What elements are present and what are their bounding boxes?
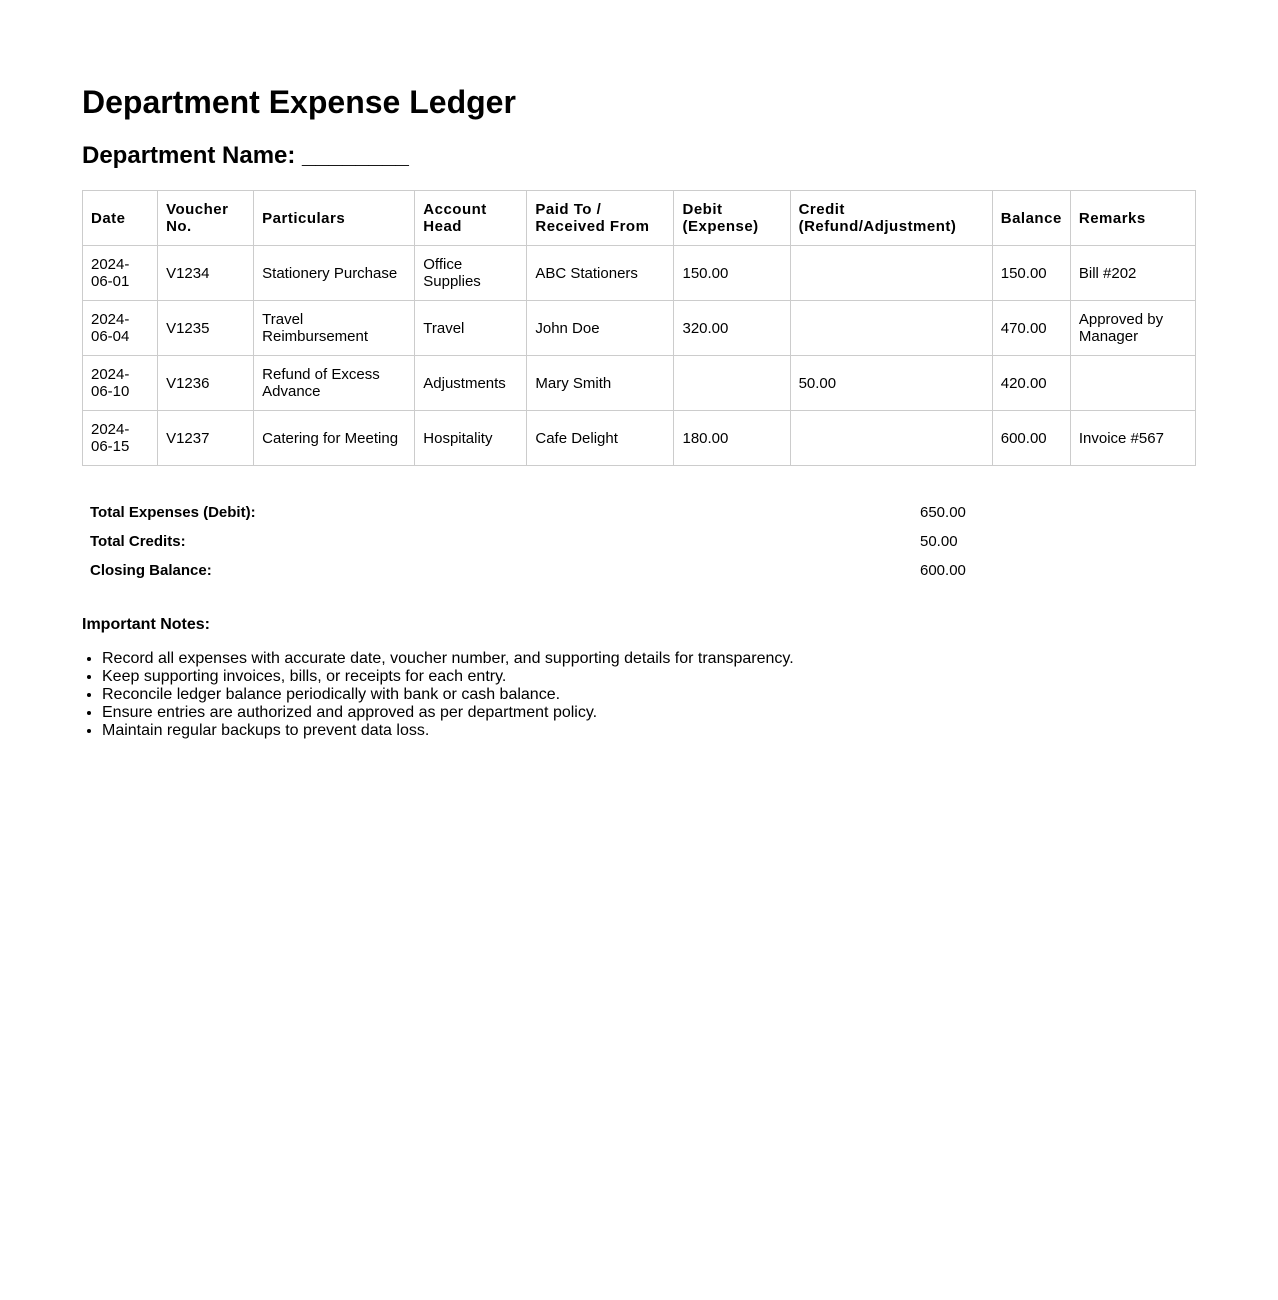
list-item: • Reconcile ledger balance periodically with bank or cash balance.: [102, 686, 794, 704]
cell-debit: 320.00: [674, 301, 790, 356]
cell-paid-to: ABC Stationers: [527, 246, 674, 301]
cell-debit: 180.00: [674, 411, 790, 466]
cell-credit: [790, 246, 992, 301]
column-header-credit: Credit (Refund/Adjustment): [790, 191, 992, 246]
cell-voucher: V1237: [158, 411, 254, 466]
cell-credit: [790, 411, 992, 466]
cell-credit: [790, 301, 992, 356]
table-row: [83, 246, 1196, 301]
total-expenses-value: 650.00: [920, 504, 966, 521]
cell-date: 2024-06-04: [83, 301, 158, 356]
totals-table: [82, 498, 1048, 585]
ledger-header-row: [83, 191, 1196, 246]
cell-account-head: Adjustments: [415, 356, 527, 411]
list-item: • Ensure entries are authorized and approved as per department policy.: [102, 704, 794, 722]
closing-balance-value: 600.00: [920, 562, 966, 579]
closing-balance-label: Closing Balance:: [90, 562, 212, 579]
column-header-voucher: Voucher No.: [158, 191, 254, 246]
cell-credit: 50.00: [790, 356, 992, 411]
cell-account-head: Office Supplies: [415, 246, 527, 301]
cell-remarks: Bill #202: [1070, 246, 1195, 301]
cell-particulars: Stationery Purchase: [254, 246, 415, 301]
cell-date: 2024-06-10: [83, 356, 158, 411]
column-header-date: Date: [83, 191, 158, 246]
notes-list: [82, 650, 794, 740]
cell-account-head: Travel: [415, 301, 527, 356]
column-header-paid-to: Paid To / Received From: [527, 191, 674, 246]
cell-paid-to: Mary Smith: [527, 356, 674, 411]
cell-debit: [674, 356, 790, 411]
column-header-debit: Debit (Expense): [674, 191, 790, 246]
list-item: • Record all expenses with accurate date, voucher number, and supporting details for transparency.: [102, 650, 794, 668]
list-item: • Keep supporting invoices, bills, or receipts for each entry.: [102, 668, 794, 686]
cell-particulars: Refund of Excess Advance: [254, 356, 415, 411]
cell-date: 2024-06-15: [83, 411, 158, 466]
department-name-label: Department Name: ________: [82, 142, 409, 169]
table-row: [83, 301, 1196, 356]
column-header-particulars: Particulars: [254, 191, 415, 246]
cell-paid-to: John Doe: [527, 301, 674, 356]
table-row: [83, 411, 1196, 466]
closing-balance-row: [82, 556, 1048, 585]
column-header-balance: Balance: [992, 191, 1070, 246]
cell-voucher: V1235: [158, 301, 254, 356]
cell-remarks: Approved by Manager: [1070, 301, 1195, 356]
cell-paid-to: Cafe Delight: [527, 411, 674, 466]
cell-voucher: V1236: [158, 356, 254, 411]
cell-date: 2024-06-01: [83, 246, 158, 301]
total-credits-value: 50.00: [920, 533, 958, 550]
cell-voucher: V1234: [158, 246, 254, 301]
page-title: Department Expense Ledger: [82, 84, 516, 120]
cell-balance: 420.00: [992, 356, 1070, 411]
cell-remarks: [1070, 356, 1195, 411]
column-header-remarks: Remarks: [1070, 191, 1195, 246]
cell-particulars: Travel Reimbursement: [254, 301, 415, 356]
notes-title: Important Notes:: [82, 616, 210, 633]
table-row: [83, 356, 1196, 411]
cell-debit: 150.00: [674, 246, 790, 301]
ledger-table: [82, 190, 1196, 466]
cell-balance: 470.00: [992, 301, 1070, 356]
column-header-account-head: Account Head: [415, 191, 527, 246]
cell-balance: 600.00: [992, 411, 1070, 466]
total-expenses-label: Total Expenses (Debit):: [90, 504, 256, 521]
total-credits-label: Total Credits:: [90, 533, 186, 550]
cell-balance: 150.00: [992, 246, 1070, 301]
total-credits-row: [82, 527, 1048, 556]
cell-remarks: Invoice #567: [1070, 411, 1195, 466]
total-expenses-row: [82, 498, 1048, 527]
cell-account-head: Hospitality: [415, 411, 527, 466]
list-item: • Maintain regular backups to prevent data loss.: [102, 722, 794, 740]
cell-particulars: Catering for Meeting: [254, 411, 415, 466]
